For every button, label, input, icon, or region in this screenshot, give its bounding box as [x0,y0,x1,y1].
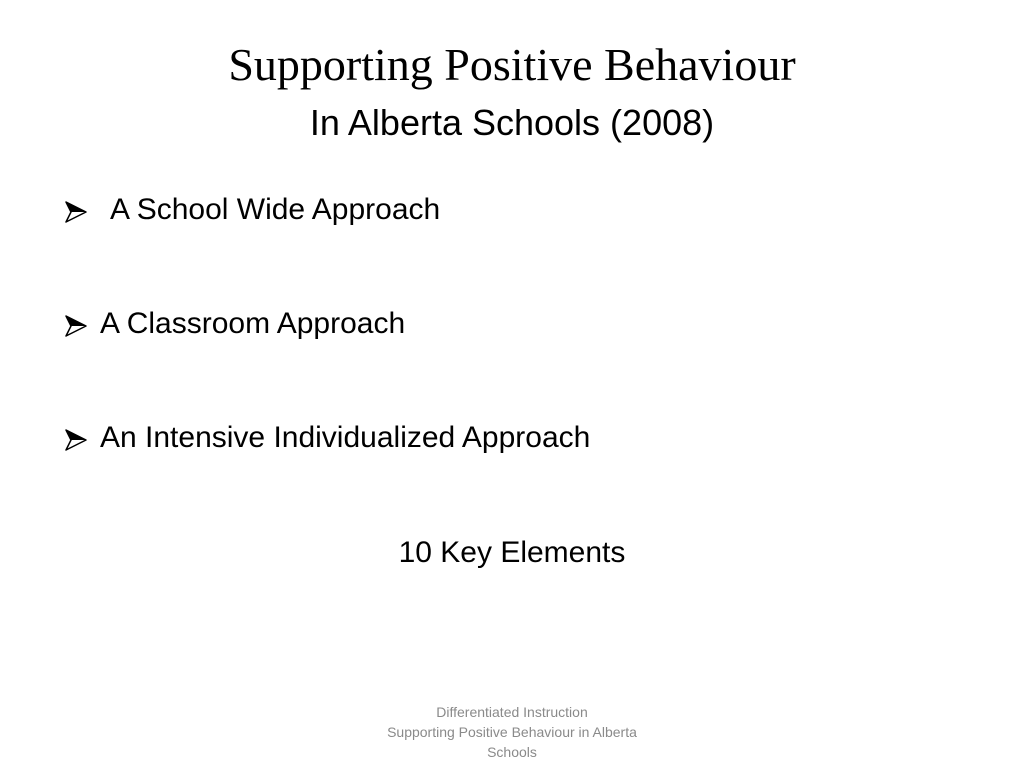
arrowhead-bullet-icon [64,198,88,222]
bullet-item-intensive-individualized [64,416,590,460]
arrowhead-bullet-icon [64,312,88,336]
bullet-item-classroom [64,302,405,346]
bullet-text: A School Wide Approach [110,193,441,226]
slide-subtitle: In Alberta Schools (2008) [309,102,715,143]
slide-footer [362,702,662,762]
footer-line: Supporting Positive Behaviour in Alberta [387,724,637,740]
bullet-item-school-wide [64,188,440,232]
arrowhead-bullet-icon [64,426,88,450]
bullet-text: A Classroom Approach [100,307,406,340]
bullet-text: An Intensive Individualized Approach [100,421,591,454]
slide-title: Supporting Positive Behaviour [228,39,796,90]
key-elements-caption: 10 Key Elements [398,536,626,569]
footer-line: Schools [487,744,537,760]
footer-line: Differentiated Instruction [436,704,588,720]
